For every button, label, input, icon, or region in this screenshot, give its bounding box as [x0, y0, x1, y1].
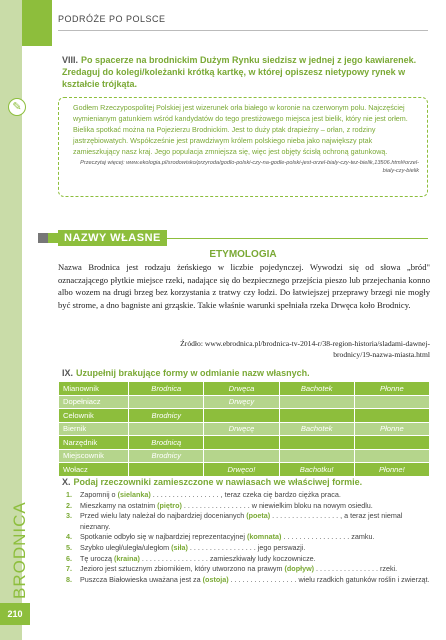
info-box: [58, 97, 428, 197]
table-cell: Płonne!: [354, 463, 429, 477]
sentence-hint: (kraina): [113, 553, 140, 563]
etymology-body: Nazwa Brodnica jest rodzaju żeńskiego w liczbie pojedynczej. Wywodzi się od słowa „bród" oznaczającego płytkie miejsce rzeki, nadające się do bezpiecznego przejścia pieszo lub przejechania konno albo wozem na drugi brzeg bez korzystania z tratwy czy łodzi. Do łatwiejszej przeprawy brzegi nie mogły być strome, a dno bagniste ani grząskie. Takie właśnie warunki spełniała rzeka Drwęca koło Brodnicy.: [58, 262, 430, 310]
sentence-number: 6.: [66, 553, 72, 563]
task-viii: [62, 54, 422, 90]
list-item: [66, 501, 430, 512]
task-x: [62, 477, 362, 487]
table-cell[interactable]: [279, 449, 354, 463]
table-cell[interactable]: [354, 409, 429, 423]
sentence-number: 1.: [66, 490, 72, 499]
sentence-text: Puszcza Białowieska uważana jest za: [80, 574, 203, 584]
table-cell[interactable]: [204, 436, 279, 450]
sentence-list: [66, 490, 430, 585]
table-cell[interactable]: [279, 436, 354, 450]
table-cell: Brodnica: [129, 382, 204, 396]
table-cell[interactable]: [354, 449, 429, 463]
sentence-text: Zapomnij o: [80, 490, 118, 499]
task-number: VIII.: [62, 55, 79, 65]
table-cell[interactable]: [204, 409, 279, 423]
case-label: Celownik: [59, 409, 129, 423]
header-accent-bar: [22, 0, 52, 46]
case-label: Mianownik: [59, 382, 129, 396]
sentence-hint: (sielanka): [117, 490, 151, 499]
sentence-text: Przed wielu laty należał do najbardziej docenianych: [80, 511, 247, 521]
table-cell: Płonne: [354, 382, 429, 396]
table-cell: Brodnicą: [129, 436, 204, 450]
sentence-blank[interactable]: . . . . . . . . . . . . . . . . . wielu rzadkich gatunków roślin i zwierząt.: [228, 574, 430, 584]
case-label: Wołacz: [59, 463, 129, 477]
sentence-hint: (dopływ): [284, 564, 315, 574]
task-text: Podaj rzeczowniki zamieszczone w nawiasach we właściwej formie.: [73, 477, 363, 487]
sentence-hint: (ostoja): [202, 574, 229, 584]
task-text: Uzupełnij brakujące formy w odmianie nazw własnych.: [76, 368, 310, 378]
side-title: [4, 501, 34, 599]
task-number: IX.: [62, 368, 74, 378]
table-cell[interactable]: [279, 409, 354, 423]
page-header: PODRÓŻE PO POLSCE: [58, 14, 166, 24]
info-source: Przeczytaj więcej: www.ekologia.pl/srodowisko/przyroda/godlo-polski-czy-na-godle-polski-jest-orzel-bialy-czy-tez-bielik,13506.html#orzel-bialy-czy-bielik: [80, 160, 419, 174]
task-text: Po spacerze na brodnickim Dużym Rynku siedzisz w jednej z jego kawiarenek. Zredaguj do kolegi/koleżanki krótką kartkę, w której opiszesz nietypowy rynek w kształcie trójkąta.: [62, 55, 417, 89]
table-row: [59, 395, 430, 409]
sentence-blank[interactable]: . . . . . . . . . . . . . . . . . , a teraz jest niemal nieznany.: [80, 511, 403, 531]
list-item: [66, 575, 430, 586]
task-number: X.: [62, 477, 71, 487]
sentence-blank[interactable]: . . . . . . . . . . . . . . . . . w niewielkim bloku na nowym osiedlu.: [181, 500, 373, 510]
case-label: Biernik: [59, 422, 129, 436]
list-item: [66, 543, 430, 554]
table-cell[interactable]: [354, 395, 429, 409]
sentence-number: 2.: [66, 500, 72, 510]
table-cell[interactable]: [279, 395, 354, 409]
list-item: [66, 511, 430, 532]
case-label: Dopełniacz: [59, 395, 129, 409]
sentence-blank[interactable]: . . . . . . . . . . . . . . . . . jego perswazji.: [187, 542, 306, 552]
list-item: [66, 490, 430, 501]
task-ix: [62, 368, 310, 378]
sentence-number: 4.: [66, 532, 72, 542]
page-number: 210: [0, 603, 30, 625]
table-row: [59, 436, 430, 450]
sentence-hint: (siła): [171, 542, 188, 552]
table-row: [59, 409, 430, 423]
sentence-hint: (piętro): [157, 500, 182, 510]
header-divider: [58, 30, 428, 31]
list-item: [66, 554, 430, 565]
table-cell: Bachotek: [279, 382, 354, 396]
sentence-blank[interactable]: . . . . . . . . . . . . . . . . . zamku.: [281, 532, 375, 542]
table-cell: Bachotek: [279, 422, 354, 436]
table-cell[interactable]: [204, 449, 279, 463]
table-cell: Brodnicy: [129, 449, 204, 463]
table-cell[interactable]: [129, 463, 204, 477]
sentence-text: Mieszkamy na ostatnim: [80, 500, 158, 510]
table-row: [59, 422, 430, 436]
info-text: Godłem Rzeczypospolitej Polskiej jest wizerunek orła białego w koronie na czerwonym polu. Najczęściej wymienianym gatunkiem wśród kandydatów do tego prestiżowego miejsca jest bielik, który nie jest orłem. Bielika spotkać można na Pojezierzu Brodnickim. Jest to duży ptak drapieżny – orłan, z rodziny jastrzębiowatych. Współcześnie jest prawdziwym królem polskiego nieba jako największy ptak zamieszkujący nasz kraj. Jego populacja zmniejsza się, więc jest objęty ścisłą ochroną gatunkową.: [73, 103, 408, 156]
table-cell: Brodnicy: [129, 409, 204, 423]
case-label: Miejscownik: [59, 449, 129, 463]
case-label: Narzędnik: [59, 436, 129, 450]
sentence-hint: (poeta): [246, 511, 271, 521]
sentence-hint: (komnata): [247, 532, 282, 542]
pin-icon: ✎: [8, 98, 26, 116]
sentence-number: 8.: [66, 574, 72, 584]
table-cell: Drwęcę: [204, 422, 279, 436]
etymology-text: [58, 261, 430, 311]
section-marker-green: [48, 233, 58, 243]
table-row: [59, 382, 430, 396]
table-cell: Bachotku!: [279, 463, 354, 477]
list-item: [66, 564, 430, 575]
table-cell: Drwęca: [204, 382, 279, 396]
etymology-source: Źródło: www.ebrodnica.pl/brodnica-tv-2014-r/38-region-historia/sladami-dawnej-brodnicy/19-nazwa-miasta.html: [180, 339, 430, 359]
declension-table: [58, 381, 430, 477]
sentence-text: Tę uroczą: [80, 553, 114, 563]
sentence-number: 5.: [66, 542, 72, 552]
sentence-text: Jezioro jest sztucznym zbiornikiem, który utworzono na prawym: [80, 564, 285, 574]
table-cell: Drwęcy: [204, 395, 279, 409]
list-item: [66, 532, 430, 543]
sentence-text: Szybko uległ/uległa/uległom: [80, 542, 172, 552]
table-row: [59, 463, 430, 477]
sentence-text: Spotkanie odbyło się w najbardziej reprezentacyjnej: [80, 532, 248, 542]
side-title-text: BRODNICA: [10, 501, 29, 599]
table-cell: Płonne: [354, 422, 429, 436]
table-cell[interactable]: [129, 422, 204, 436]
sentence-number: 3.: [66, 511, 72, 521]
bottom-margin-strip: [0, 625, 22, 640]
etymology-title: ETYMOLOGIA: [209, 249, 277, 260]
table-row: [59, 449, 430, 463]
sentence-number: 7.: [66, 564, 72, 574]
table-cell[interactable]: [129, 395, 204, 409]
table-cell[interactable]: [354, 436, 429, 450]
section-marker-gray: [38, 233, 48, 243]
sentence-blank[interactable]: . . . . . . . . . . . . . . . . rzeki.: [314, 564, 398, 574]
section-title: NAZWY WŁASNE: [58, 230, 167, 246]
sentence-blank[interactable]: . . . . . . . . . . . . . . . . . zamieszkiwały ludy koczownicze.: [139, 553, 316, 563]
table-cell: Drwęco!: [204, 463, 279, 477]
sentence-blank[interactable]: . . . . . . . . . . . . . . . . . , teraz czeka cię bardzo ciężka praca.: [150, 490, 341, 499]
